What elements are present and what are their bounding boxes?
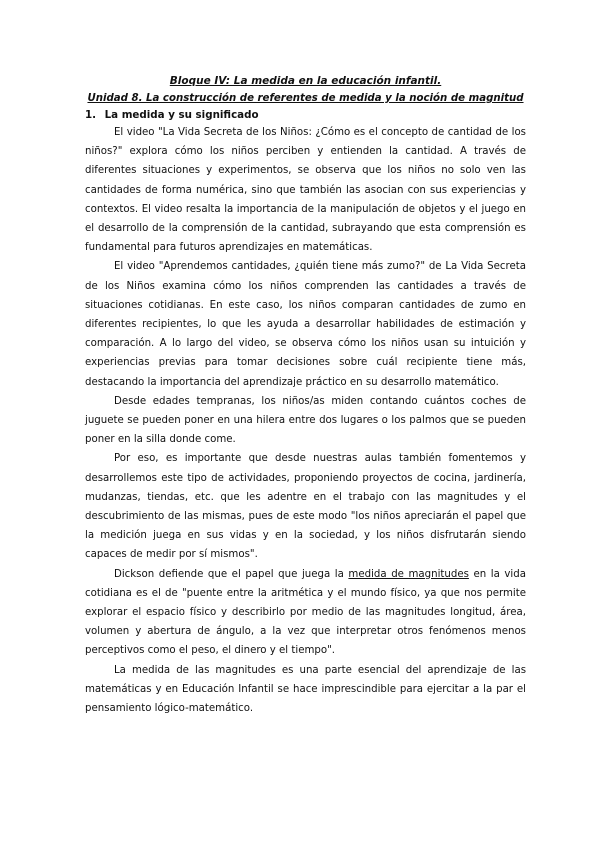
- paragraph-2: El video "Aprendemos cantidades, ¿quién tiene más zumo?" de La Vida Secreta de los Niños examina cómo los niños comprenden las cantidades a través de situaciones cotidianas. En este caso, los niños comparan cantidades de zumo en diferentes recipientes, lo que les ayuda a desarrollar habilidades de estimación y comparación. A lo largo del video, se observa cómo los niños usan su intuición y experiencias previas para tomar decisiones sobre cuál recipiente tiene más, destacando la importancia del aprendizaje práctico en su desarrollo matemático.: [85, 261, 526, 388]
- section-heading-text: La medida y su significado: [104, 109, 259, 121]
- paragraph-3: Desde edades tempranas, los niños/as miden contando cuántos coches de juguete se pueden poner en una hilera entre dos lugares o los palmos que se pueden poner en la silla donde come.: [85, 395, 526, 446]
- block-title: Bloque IV: La medida en la educación infantil.: [169, 75, 442, 87]
- dickson-text-after: en la vida cotidiana es el de "puente entre la aritmética y el mundo físico, ya que nos permite explorar el espacio físico y describirlo por medio de las magnitudes longitud, área, volumen y abertura de ángulo, a la vez que interpretar otros fenómenos menos perceptivos como el peso, el dinero y el tiempo".: [85, 568, 526, 657]
- document-page: [85, 74, 526, 718]
- paragraph-dickson: [85, 565, 526, 661]
- underlined-term: medida de magnitudes: [348, 568, 469, 580]
- paragraph-1: El video "La Vida Secreta de los Niños: ¿Cómo es el concepto de cantidad de los niños?" explora cómo los niños perciben y entienden la cantidad. A través de diferentes situaciones y experimentos, se observa que los niños no solo ven las cantidades de forma numérica, sino que también las asocian con sus experiencias y contextos. El video resalta la importancia de la manipulación de objetos y el juego en el desarrollo de la comprensión de la cantidad, subrayando que esta comprensión es fundamental para futuros aprendizajes en matemáticas.: [85, 127, 526, 254]
- paragraph-closing: La medida de las magnitudes es una parte esencial del aprendizaje de las matemáticas y en Educación Infantil se hace imprescindible para ejercitar a la par el pensamiento lógico-matemático.: [85, 664, 526, 715]
- dickson-text-before: Dickson defiende que el papel que juega la: [114, 568, 349, 580]
- paragraph-4: Por eso, es importante que desde nuestras aulas también fomentemos y desarrollemos este tipo de actividades, proponiendo proyectos de cocina, jardinería, mudanzas, tiendas, etc. que les adentre en el trabajo con las magnitudes y el descubrimiento de las mismas, pues de este modo "los niños apreciarán el papel que la medición juega en sus vidas y en la sociedad, y los niños disfrutarán siendo capaces de medir por sí mismos".: [85, 453, 526, 561]
- section-number: 1.: [85, 109, 97, 121]
- section-heading: [85, 107, 526, 123]
- unit-title: Unidad 8. La construcción de referentes de medida y la noción de magnitud: [87, 93, 524, 104]
